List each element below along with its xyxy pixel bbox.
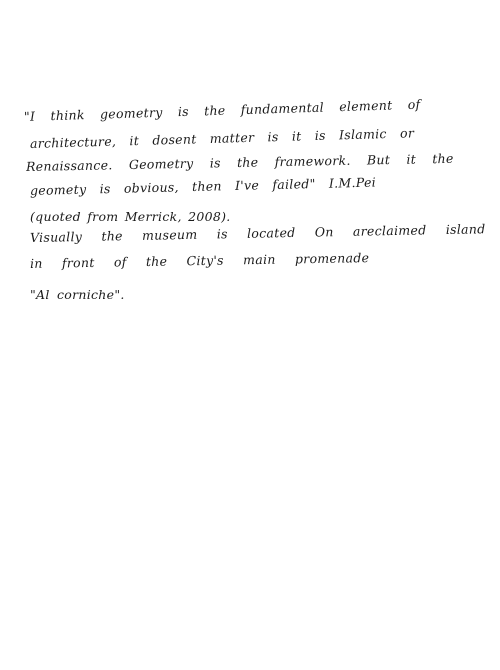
note-line-4: geomety is obvious, then I've failed" I.M.Pei — [29, 174, 377, 198]
note-line-3: Renaissance. Geometry is the framework. But it the — [25, 150, 454, 174]
note-line-2: architecture, it dosent matter is it is Islamic or — [29, 125, 415, 151]
note-line-7: in front of the City's main promenade — [29, 250, 370, 271]
note-line-5: (quoted from Merrick, 2008). — [30, 209, 231, 224]
note-line-8: "Al corniche". — [30, 287, 125, 302]
note-line-1: "I think geometry is the fundamental element of — [23, 96, 421, 124]
note-line-6: Visually the museum is located On areclaimed island — [29, 221, 486, 245]
